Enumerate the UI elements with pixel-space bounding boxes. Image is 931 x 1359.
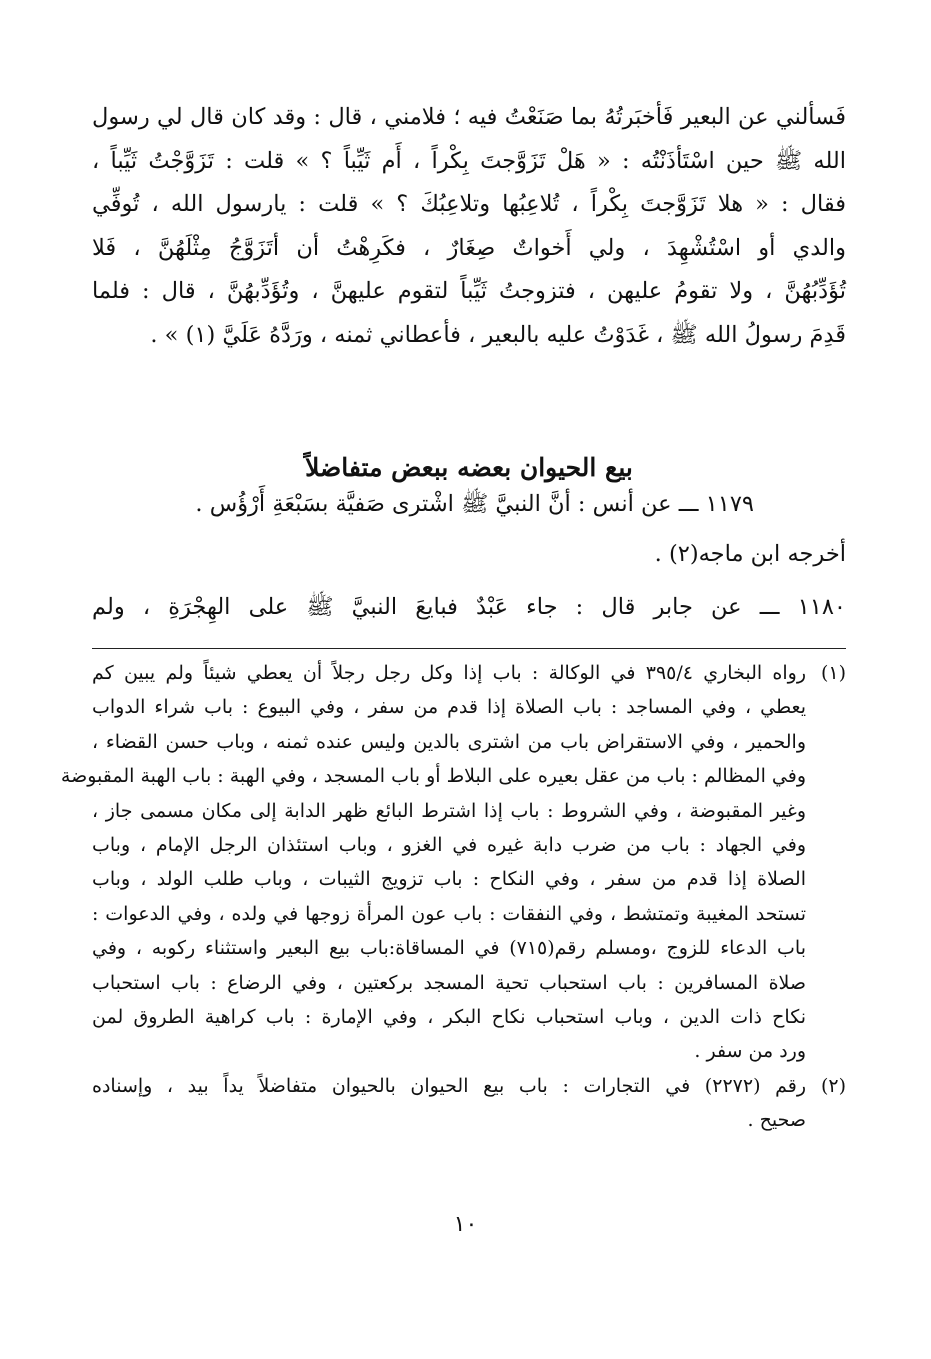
hadith-source: أخرجه ابن ماجه(٢) . [654, 541, 846, 567]
footnote-line: الصلاة إذا قدم من سفر ، وفي النكاح : باب تزويج الثيبات ، وباب طلب الولد ، وباب [92, 868, 806, 891]
main-line: فَسألني عن البعير فَأخبَرتُهُ بما صَنَعْتُ فيه ؛ فلامني ، قال : وقد كان قال لي رسول [92, 104, 846, 130]
footnote-line: والحمير ، وفي الاستقراض باب من اشترى بالدين وليس عنده ثمنه ، وباب حسن القضاء ، [92, 730, 806, 753]
footnote-line: تستحد المغيبة وتمتشط ، وفي النفقات : باب عون المرأة زوجها في ولده ، وفي الدعوات : [92, 902, 806, 925]
footnote-1 [60, 656, 846, 1069]
footnote-line: يعطي ، وفي المساجد : باب الصلاة إذا قدم من سفر ، وفي البيوع : باب شراء الدواب [92, 696, 806, 719]
footnote-line: ورد من سفر . [694, 1040, 806, 1063]
footnote-line: رقم (٢٢٧٢) في التجارات : باب بيع الحيوان بالحيوان متفاضلاً يداً بيد ، وإسناده [92, 1074, 806, 1097]
page-number: ١٠ [453, 1212, 478, 1237]
main-line: والدي أو اسْتُشْهِدَ ، ولي أَخواتٌ صِغَارٌ ، فكَرِهْتُ أن أتَزَوَّجُ مِثْلَهُنَّ ، فَلا [92, 234, 846, 261]
main-line: فقال : « هلا تَزَوَّجتَ بِكْراً ، تُلاعِبُها وتلاعِبُكَ ؟ » قلت : يارسول الله ، تُوفِّي [92, 191, 846, 218]
hadith-text: ـــ عن جابر قال : جاء عَبْدٌ فبايعَ النبيَّ ﷺ على الهِجْرَةِ ، ولم [92, 594, 780, 620]
hadith-1179 [0, 484, 846, 524]
footnote-2 [92, 1069, 846, 1138]
main-line: قَدِمَ رسولُ الله ﷺ ، غَدَوْتُ عليه بالبعير ، فأعطاني ثمنه ، ورَدَّهُ عَلَيَّ (١) » . [150, 321, 846, 348]
footnote-line: باب الدعاء للزوج ،ومسلم رقم(٧١٥) في المساقاة:باب بيع البعير واستثناء ركوبه ، وفي [92, 937, 806, 960]
footnote-line: صحيح . [747, 1109, 806, 1132]
main-paragraph [92, 96, 846, 358]
footnote-line: رواه البخاري ٣٩٥/٤ في الوكالة : باب إذا وكل رجل رجلاً أن يعطي شيئاً ولم يبين كم [92, 662, 806, 684]
footnote-line: نكاح ذات الدين ، وباب استحباب نكاح البكر ، وفي الإمارة : باب كراهية الطروق لمن [92, 1005, 806, 1028]
footnote-marker: (٢) [820, 1074, 846, 1097]
hadith-text: ـــ عن أنس : أنَّ النبيَّ ﷺ اشْترى صَفيَّة بسَبْعَةِ أَرْؤُس . [195, 491, 699, 517]
section-heading: بيع الحيوان بعضه ببعض متفاضلاً [305, 453, 633, 482]
footnote-line: وفي المظالم : باب من عقل بعيره على البلاط أو باب المسجد ، وفي الهبة : باب الهبة المقبوضة [60, 765, 806, 788]
footnote-separator [92, 648, 846, 649]
main-line: الله ﷺ حين اسْتَأذَنْتُه : « هَلْ تَزَوَّجتَ بِكْراً ، أَم ثَيِّباً ؟ » قلت : تَزَوَّجْتُ ثَيِّباً ، [92, 147, 846, 174]
footnote-line: صلاة المسافرين : باب استحباب تحية المسجد بركعتين ، وفي الرضاع : باب استحباب [92, 971, 806, 994]
footnote-marker: (١) [820, 662, 846, 684]
main-line: تُؤَدِّبُهُنَّ ، ولا تقومُ عليهن ، فتزوجتُ ثَيِّباً لتقوم عليهنَّ ، وتُؤَدِّبهُنَّ ، قال : فلما [92, 278, 846, 305]
footnote-line: وفي الجهاد : باب من ضرب دابة غيره في الغزو ، وباب استئذان الرجل الإمام ، وباب [92, 833, 806, 856]
hadith-number: ١١٨٠ [797, 594, 846, 620]
footnote-line: وغير المقبوضة ، وفي الشروط : باب إذا اشترط البائع ظهر الدابة إلى مكان مسمى جاز ، [92, 799, 806, 822]
hadith-number: ١١٧٩ [705, 491, 754, 517]
footnotes [60, 656, 846, 1137]
hadith-1180 [92, 587, 846, 627]
